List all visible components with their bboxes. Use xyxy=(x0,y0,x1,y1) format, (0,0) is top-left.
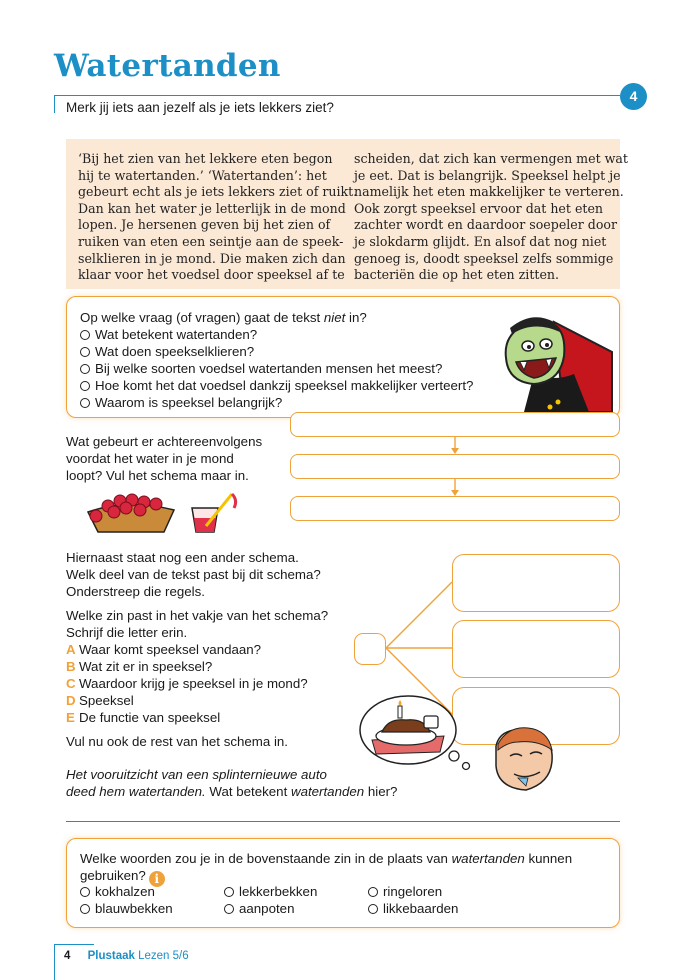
answer-line[interactable] xyxy=(66,821,620,822)
header-rule-vertical xyxy=(54,95,55,113)
vampire-illustration xyxy=(494,312,614,412)
sequence-arrows xyxy=(449,437,461,497)
prompt-emphasis: niet xyxy=(323,310,346,325)
option-letter: C xyxy=(66,676,76,691)
reading-text-box xyxy=(66,139,628,289)
option-checkbox[interactable] xyxy=(80,394,473,411)
question-line: Onderstreep die regels. xyxy=(66,584,205,599)
emphasis-text: deed hem watertanden. xyxy=(66,784,206,799)
question-6-text xyxy=(66,766,397,800)
circle-checkbox-icon[interactable] xyxy=(224,904,234,914)
option-letter: A xyxy=(66,642,76,657)
footer-brand: Plustaak xyxy=(87,950,135,962)
sequence-answer-box-1[interactable] xyxy=(290,412,620,437)
footer-page-number: 4 xyxy=(64,950,71,962)
prompt-text: Op welke vraag (of vragen) gaat de tekst xyxy=(80,310,324,325)
text-line: hij te watertanden.’ ‘Watertanden’: het xyxy=(78,167,327,183)
question-1-prompt xyxy=(80,309,473,326)
text-line: zachter wordt en daardoor soepeler door xyxy=(354,217,618,233)
text-line: je eet. Dat is belangrijk. Speeksel helpt je xyxy=(354,167,621,183)
text-line: ruiken van eten een seintje aan de speek- xyxy=(78,233,344,249)
option-label: kokhalzen xyxy=(95,884,155,899)
option-label: Bij welke soorten voedsel watertanden mensen het meest? xyxy=(95,361,443,376)
question-1-content xyxy=(80,309,473,411)
text-line: Dan kan het water je letterlijk in de mond xyxy=(78,200,346,216)
question-7-box xyxy=(66,838,620,928)
option-label: likkebaarden xyxy=(383,901,459,916)
option-text: Waardoor krijg je speeksel in je mond? xyxy=(79,676,308,691)
text-line: selklieren in je mond. Die maken zich dan xyxy=(78,250,346,266)
page-title: Watertanden xyxy=(54,48,281,84)
option-text: De functie van speeksel xyxy=(79,710,221,725)
letter-option xyxy=(66,709,328,726)
option-checkbox[interactable] xyxy=(80,343,473,360)
word-option[interactable] xyxy=(224,883,317,900)
plain-text: hier? xyxy=(364,784,398,799)
question-7-prompt xyxy=(80,850,572,867)
question-line: Wat gebeurt er achtereenvolgens xyxy=(66,434,263,449)
option-text: Wat zit er in speeksel? xyxy=(79,659,213,674)
schema-answer-box-2[interactable] xyxy=(452,620,620,678)
option-letter: E xyxy=(66,710,75,725)
question-line xyxy=(66,783,397,800)
header-rule xyxy=(54,95,620,96)
circle-checkbox-icon[interactable] xyxy=(80,887,90,897)
text-line: lopen. Je hersenen geven bij het zien of xyxy=(78,217,331,233)
option-label: aanpoten xyxy=(239,901,295,916)
question-2-text xyxy=(66,433,262,484)
word-option[interactable] xyxy=(80,900,173,917)
option-text: Waar komt speeksel vandaan? xyxy=(79,642,262,657)
prompt-text: gebruiken? xyxy=(80,868,146,883)
circle-checkbox-icon[interactable] xyxy=(80,904,90,914)
text-line: bacteriën die op het eten zitten. xyxy=(354,267,560,283)
option-checkbox[interactable] xyxy=(80,326,473,343)
option-label: Waarom is speeksel belangrijk? xyxy=(95,395,283,410)
question-3-text xyxy=(66,549,321,600)
circle-checkbox-icon[interactable] xyxy=(80,381,90,391)
word-option[interactable] xyxy=(80,883,155,900)
circle-checkbox-icon[interactable] xyxy=(368,887,378,897)
reading-text-column-1 xyxy=(78,151,357,284)
letter-option xyxy=(66,641,328,658)
info-icon[interactable]: i xyxy=(149,871,165,887)
question-5-text: Vul nu ook de rest van het schema in. xyxy=(66,734,288,749)
word-option[interactable] xyxy=(368,900,458,917)
question-line: loopt? Vul het schema maar in. xyxy=(66,468,249,483)
circle-checkbox-icon[interactable] xyxy=(368,904,378,914)
prompt-emphasis: watertanden xyxy=(451,851,525,866)
question-line: Welke zin past in het vakje van het schema? xyxy=(66,608,329,623)
question-line: Schrijf die letter erin. xyxy=(66,625,188,640)
word-option[interactable] xyxy=(224,900,294,917)
schema-center-letter-box[interactable] xyxy=(354,633,386,665)
option-letter: B xyxy=(66,659,76,674)
circle-checkbox-icon[interactable] xyxy=(224,887,234,897)
reading-text-column-2 xyxy=(354,151,628,284)
text-line: je slokdarm glijdt. En alsof dat nog niet xyxy=(354,233,607,249)
prompt-text: Welke woorden zou je in de bovenstaande zin in de plaats van xyxy=(80,851,452,866)
option-label: blauwbekken xyxy=(95,901,173,916)
question-7-content xyxy=(80,850,572,887)
sequence-answer-box-3[interactable] xyxy=(290,496,620,521)
plain-text: Wat betekent xyxy=(205,784,291,799)
option-label: ringeloren xyxy=(383,884,443,899)
footer-rule-vertical xyxy=(54,944,55,980)
question-line: Hiernaast staat nog een ander schema. xyxy=(66,550,299,565)
emphasis-text: watertanden xyxy=(290,784,365,799)
text-line: ‘Bij het zien van het lekkere eten begon xyxy=(78,151,333,166)
prompt-text: kunnen xyxy=(524,851,573,866)
question-4-text xyxy=(66,607,328,726)
text-line: klaar voor het voedsel door speeksel af te xyxy=(78,267,345,283)
circle-checkbox-icon[interactable] xyxy=(80,398,90,408)
question-line: Het vooruitzicht van een splinternieuwe auto xyxy=(66,767,327,782)
text-line: gebeurt echt als je iets lekkers ziet of ruikt. xyxy=(78,184,358,200)
text-line: scheiden, dat zich kan vermengen met wat xyxy=(354,151,628,166)
letter-option xyxy=(66,658,328,675)
option-letter: D xyxy=(66,693,76,708)
intro-question: Merk jij iets aan jezelf als je iets lekkers ziet? xyxy=(66,100,334,115)
footer xyxy=(64,950,189,962)
option-label: lekkerbekken xyxy=(239,884,318,899)
footer-subtitle: Lezen 5/6 xyxy=(138,950,189,962)
text-line: Ook zorgt speeksel ervoor dat het eten xyxy=(354,200,604,216)
text-line: namelijk het eten makkelijker te verteren. xyxy=(354,184,624,200)
circle-checkbox-icon[interactable] xyxy=(80,330,90,340)
option-text: Speeksel xyxy=(79,693,134,708)
option-checkbox[interactable] xyxy=(80,377,473,394)
prompt-text: in? xyxy=(345,310,367,325)
option-label: Wat doen speekselklieren? xyxy=(95,344,255,359)
option-label: Wat betekent watertanden? xyxy=(95,327,258,342)
option-checkbox[interactable] xyxy=(80,360,473,377)
question-line: voordat het water in je mond xyxy=(66,451,234,466)
schema-answer-box-1[interactable] xyxy=(452,554,620,612)
letter-option xyxy=(66,675,328,692)
question-line: Welk deel van de tekst past bij dit schema? xyxy=(66,567,321,582)
option-label: Hoe komt het dat voedsel dankzij speeksel makkelijker verteert? xyxy=(95,378,474,393)
footer-rule xyxy=(54,944,94,945)
circle-checkbox-icon[interactable] xyxy=(80,347,90,357)
page-number-badge: 4 xyxy=(620,83,647,110)
text-line: genoeg is, doodt speeksel zelfs sommige xyxy=(354,250,614,266)
word-option[interactable] xyxy=(368,883,442,900)
letter-option xyxy=(66,692,328,709)
circle-checkbox-icon[interactable] xyxy=(80,364,90,374)
fruit-and-drink-illustration xyxy=(84,486,244,536)
